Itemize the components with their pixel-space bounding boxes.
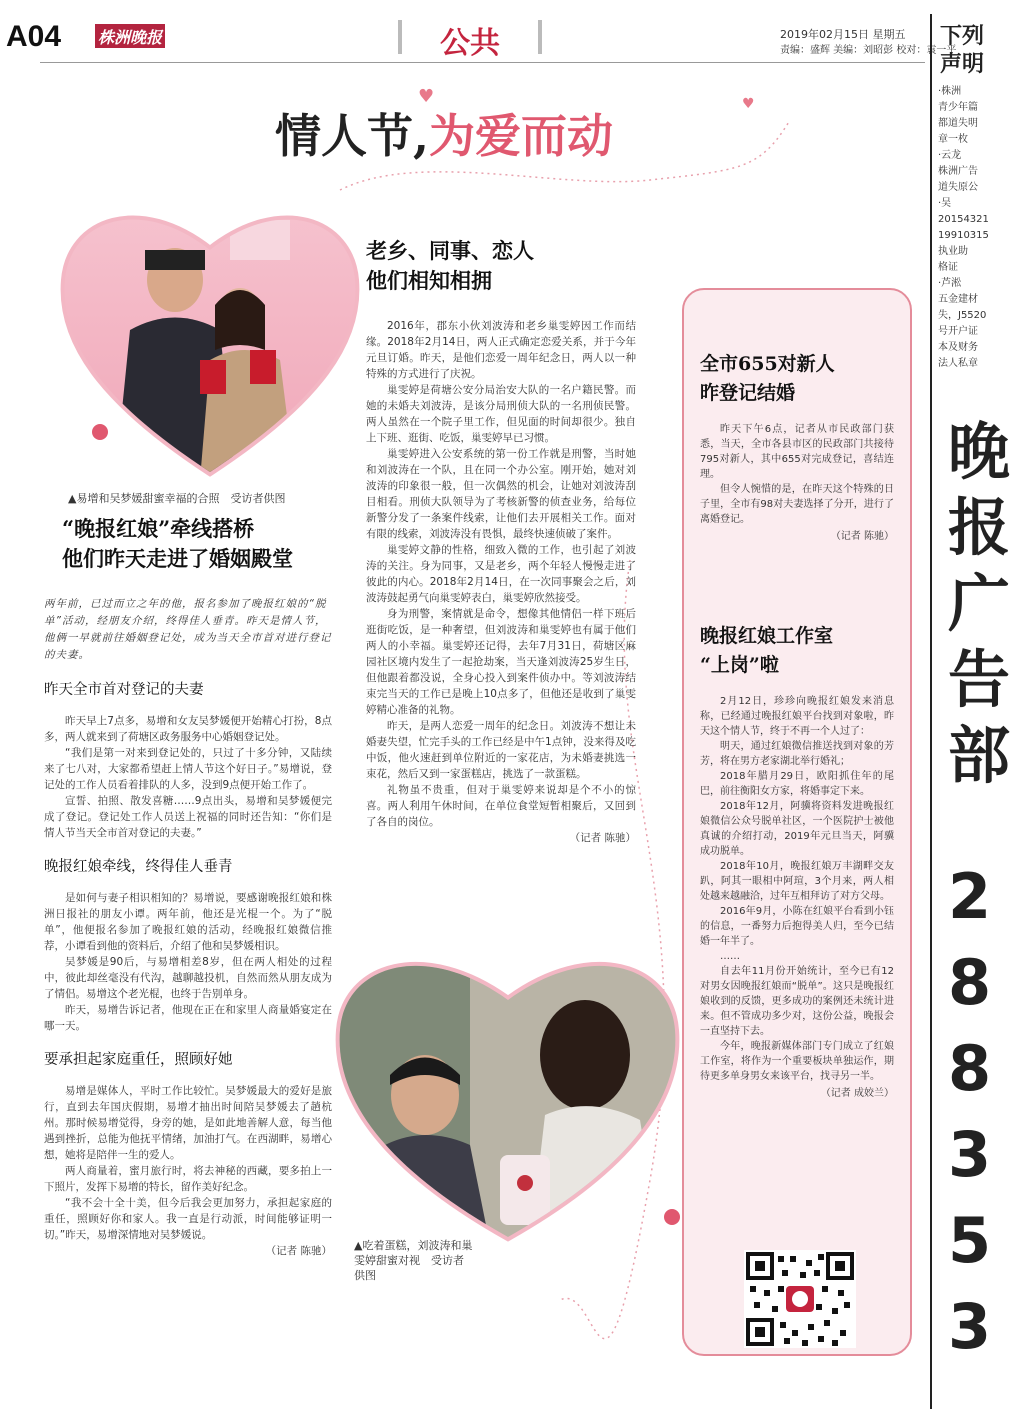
headline-part1: 情人节, (275, 109, 430, 163)
date-line: 2019年02月15日 星期五 (780, 28, 906, 41)
paragraph: 吴梦媛是90后，与易增相差8岁，但在两人相处的过程中，彼此却丝毫没有代沟，越聊越投机，自然而然从朋友成为了情侣。易增这个老光棍，也终于告别单身。 (44, 956, 332, 1000)
box-title-line: 晚报红娘工作室 (700, 625, 834, 647)
paragraph: 2016年，郡东小伙刘波涛和老乡巢雯婷因工作而结缘。2018年2月14日，两人正式确定恋爱关系，并于今年元旦订婚。昨天，是他们恋爱一周年纪念日，两人以一种特殊的方式进行了庆祝。 (366, 320, 636, 380)
notice-line: 五金建材 (938, 294, 978, 305)
notice-line: ·芦淞 (938, 278, 962, 289)
notice-line: 号开户证 (938, 326, 978, 337)
big-char: 告 (948, 643, 1010, 716)
strip-notice-lines (938, 84, 998, 372)
notice-line: ·株洲 (938, 86, 962, 97)
qr-code-icon[interactable] (744, 1250, 856, 1348)
paragraph: 身为刑警，案情就是命令，想像其他情侣一样下班后逛街吃饭，是一种奢望，但刘波涛和巢雯婷也有属于他们两人的小幸福。巢雯婷还记得，去年7月31日，荷塘区麻园社区境内发生了一起抢劫案，当天逢刘波涛25岁生日，但他跟着都没说，全身心投入到案件侦办中。等刘波涛结束完当天的工作已是晚上10点多了，但他还是收到了巢雯婷精心准备的礼物。 (366, 608, 636, 716)
article-title-line: “晚报红娘”牵线搭桥 (62, 516, 255, 541)
adjacent-page-strip (930, 14, 1010, 1409)
ad-phone-number (948, 854, 1008, 1370)
photo-caption: ▲易增和吴梦媛甜蜜幸福的合照 受访者供图 (68, 492, 286, 505)
paragraph: 巢雯婷文静的性格，细致入微的工作，也引起了刘波涛的关注。身为同事，又是老乡，两个年轻人慢慢走进了彼此的内心。2018年2月14日，在一次同事聚会之后，刘波涛鼓起勇气向巢雯婷表白，巢雯婷欣然接受。 (366, 544, 636, 604)
paragraph: 两人商量着，蜜月旅行时，将去神秘的西藏，要多拍上一下照片，发挥下易增的特长，留作美好纪念。 (44, 1165, 332, 1193)
paragraph: 易增是媒体人，平时工作比较忙。吴梦媛最大的爱好是旅行，直到去年国庆假期，易增才抽出时间陪吴梦媛去了趟杭州。那时候易增觉得，身旁的她，是如此地善解人意，每当他遇到挫折，总能为他抚平情绪，加油打气。在西湖畔，易增心想，她将是陪伴一生的爱人。 (44, 1085, 332, 1161)
strip-title-line: 声明 (940, 51, 985, 77)
paragraph: 2018年腊月29日，欧阳抓住年的尾巴，前往衡阳女方家，将婚事定下来。 (700, 771, 894, 797)
photo-caption: ▲吃着蛋糕，刘波涛和巢雯婷甜蜜对视 受访者供图 (354, 1239, 473, 1282)
article-title-line: 老乡、同事、恋人 (366, 238, 534, 263)
section-heading: 昨天全市首对登记的夫妻 (44, 682, 204, 698)
section-heading: 要承担起家庭重任，照顾好她 (44, 1052, 233, 1068)
byline: （记者 成姣兰） (820, 1088, 894, 1099)
heart-icon: ♥ (418, 86, 435, 107)
box-title-line: 全市655对新人 (700, 353, 835, 375)
box-title-line: 昨登记结婚 (700, 382, 796, 404)
paragraph: “我们是第一对来到登记处的，只过了十多分钟，又陆续来了七八对，大家都希望赶上情人节这个好日子。”易增说，登记处的工作人员看着排队的人多，没到9点便开始工作了。 (44, 747, 332, 791)
phone-digit: 8 (948, 1032, 992, 1105)
couple-photo-2 (330, 945, 685, 1245)
paragraph: 2018年12月，阿骥将资料发进晚报红娘微信公众号脱单社区，一个医院护士被他真诚的介绍打动，2019年元旦当天，阿骥成功脱单。 (700, 801, 894, 857)
paragraph: 宣誓、拍照、散发喜糖……9点出头，易增和吴梦媛便完成了登记。登记处工作人员送上祝福的同时还告知：“你们是情人节当天全市首对登记的夫妻。” (44, 795, 332, 839)
notice-line: 都道失明 (938, 118, 978, 129)
main-headline (275, 100, 613, 166)
paragraph: 2月12日，珍珍向晚报红娘发来消息称，已经通过晚报红娘平台找到对象啦，昨天这个情人节，终于不再一个人过了： (700, 696, 894, 737)
notice-line: 失，J5520 (938, 310, 987, 321)
article-title-line: 他们昨天走进了婚姻殿堂 (62, 546, 293, 571)
paragraph: 巢雯婷是荷塘公安分局治安大队的一名户籍民警。而她的未婚夫刘波涛，是该分局刑侦大队的一名刑侦民警。两人虽然在一个院子里工作，但见面的时间却很少。独自上下班、逛街、吃饭，巢雯婷早已习惯。 (366, 384, 636, 444)
paragraph: 昨天，是两人恋爱一周年的纪念日。刘波涛不想让未婚妻失望，忙完手头的工作已经是中午1点钟，没来得及吃中饭，他火速赶到单位附近的一家花店，为未婚妻挑选一束花，然后又到一家蛋糕店，挑选了一款蛋糕。 (366, 720, 636, 780)
notice-line: ·云龙 (938, 150, 962, 161)
middle-article (366, 236, 636, 845)
paragraph: 2018年10月，晚报红娘万丰湖畔交友趴，阿其一眼相中阿瑄，3个月来，两人相处越来越融洽，过年互相拜访了对方父母。 (700, 861, 894, 902)
big-char: 部 (948, 719, 1010, 792)
strip-title-line: 下列 (940, 23, 985, 49)
phone-digit: 5 (948, 1204, 992, 1277)
box-title-line: “上岗”啦 (700, 654, 779, 676)
big-char: 报 (948, 491, 1010, 564)
notice-line: 格证 (938, 262, 958, 273)
notice-line: 章一枚 (938, 134, 968, 145)
notice-line: 19910315 (938, 230, 989, 241)
notice-line: 20154321 (938, 214, 989, 225)
paragraph: 2016年9月，小陈在红娘平台看到小钰的信息，一番努力后抱得美人归，至今已结婚一年半了。 (700, 906, 894, 947)
big-char: 晚 (948, 415, 1010, 488)
paragraph: 是如何与妻子相识相知的？易增说，要感谢晚报红娘和株洲日报社的朋友小谭。两年前，他还是光棍一个。为了“脱单”，他便报名参加了晚报红娘的活动，经晚报红娘微信推荐，小谭看到他的资料后，介绍了他和吴梦媛相识。 (44, 892, 332, 952)
byline: （记者 陈驰） (569, 832, 636, 844)
paragraph: “我不会十全十美，但今后我会更加努力，承担起家庭的重任，照顾好你和家人。我一直是行动派，时间能够证明一切。”昨天，易增深情地对吴梦媛说。 (44, 1197, 332, 1241)
heart-icon: ♥ (742, 96, 755, 112)
sidebar-box (682, 288, 912, 1356)
editors-line: 责编：盛辉 美编：刘昭彭 校对：袁一平 (780, 45, 957, 56)
section-title: 公共 (440, 26, 500, 61)
paragraph: 今年，晚报新媒体部门专门成立了红娘工作室，将作为一个重要板块单独运作，期待更多单身男女来该平台，找寻另一半。 (700, 1041, 894, 1082)
notice-line: 本及财务 (938, 342, 978, 353)
paragraph: 但令人惋惜的是，在昨天这个特殊的日子里，全市有98对夫妻选择了分开，进行了离婚登记。 (700, 484, 894, 525)
phone-digit: 2 (948, 860, 992, 933)
article-intro: 两年前，已过而立之年的他，报名参加了晚报红娘的“脱单”活动，经朋友介绍，终得佳人垂青。昨天是情人节，他俩一早就前往婚姻登记处，成为当天全市首对进行登记的夫妻。 (44, 598, 332, 661)
article-title-line: 他们相知相拥 (366, 268, 492, 293)
paragraph: 礼物虽不贵重，但对于巢雯婷来说却是个不小的惊喜。两人利用午休时间，在单位食堂短暂相聚后，又回到了各自的岗位。 (366, 784, 636, 828)
paragraph: 昨天，易增告诉记者，他现在正在和家里人商量婚宴定在哪一天。 (44, 1004, 332, 1032)
headline-part2: 为爱而动 (429, 109, 614, 163)
phone-digit: 8 (948, 946, 992, 1019)
paragraph: …… (720, 951, 740, 962)
notice-line: 执业助 (938, 246, 968, 257)
paragraph: 明天，通过红娘微信推送找到对象的芳芳，将在男方老家湖北举行婚礼； (700, 741, 894, 767)
paragraph: 昨天早上7点多，易增和女友吴梦媛便开始精心打扮，8点多，两人就来到了荷塘区政务服务中心婚姻登记处。 (44, 715, 332, 743)
phone-digit: 3 (948, 1290, 992, 1363)
paragraph: 巢雯婷进入公安系统的第一份工作就是刑警，当时她和刘波涛在一个队，且在同一个办公室。刚开始，她对刘波涛的印象很一般，但一次偶然的机会，让她对刘波涛刮目相看。刑侦大队领导为了考核新警的侦查业务，给每位新警分发了一条案件线索，让他们去开展相关工作。面对有限的线索，刘波涛没有畏惧，最终快速侦破了案件。 (366, 448, 636, 540)
left-article (44, 514, 332, 1258)
notice-line: 道失原公 (938, 182, 978, 193)
byline: （记者 陈驰） (265, 1245, 332, 1257)
paragraph: 昨天下午6点，记者从市民政部门获悉，当天，全市各县市区的民政部门共接待795对新人，其中655对完成登记，喜结连理。 (700, 424, 894, 480)
notice-line: 株洲广告 (938, 166, 978, 177)
strip-title (940, 22, 1000, 78)
notice-line: 法人私章 (938, 358, 978, 369)
phone-digit: 3 (948, 1118, 992, 1191)
notice-line: 青少年篇 (938, 102, 978, 113)
ad-department-text (948, 414, 1008, 794)
paragraph: 自去年11月份开始统计，至今已有12对男女因晚报红娘而“脱单”。这只是晚报红娘收到的反馈，更多成功的案例还未统计进来。但不管成功多少对，这份公益，晚报会一直坚持下去。 (700, 966, 894, 1037)
notice-line: ·吴 (938, 198, 952, 209)
byline: （记者 陈驰） (830, 531, 894, 542)
couple-photo-1 (60, 200, 360, 480)
big-char: 广 (948, 567, 1010, 640)
page-number: A04 (6, 20, 62, 53)
section-heading: 晚报红娘牵线，终得佳人垂青 (44, 859, 233, 875)
newspaper-logo: 株洲晚报 (95, 24, 165, 48)
